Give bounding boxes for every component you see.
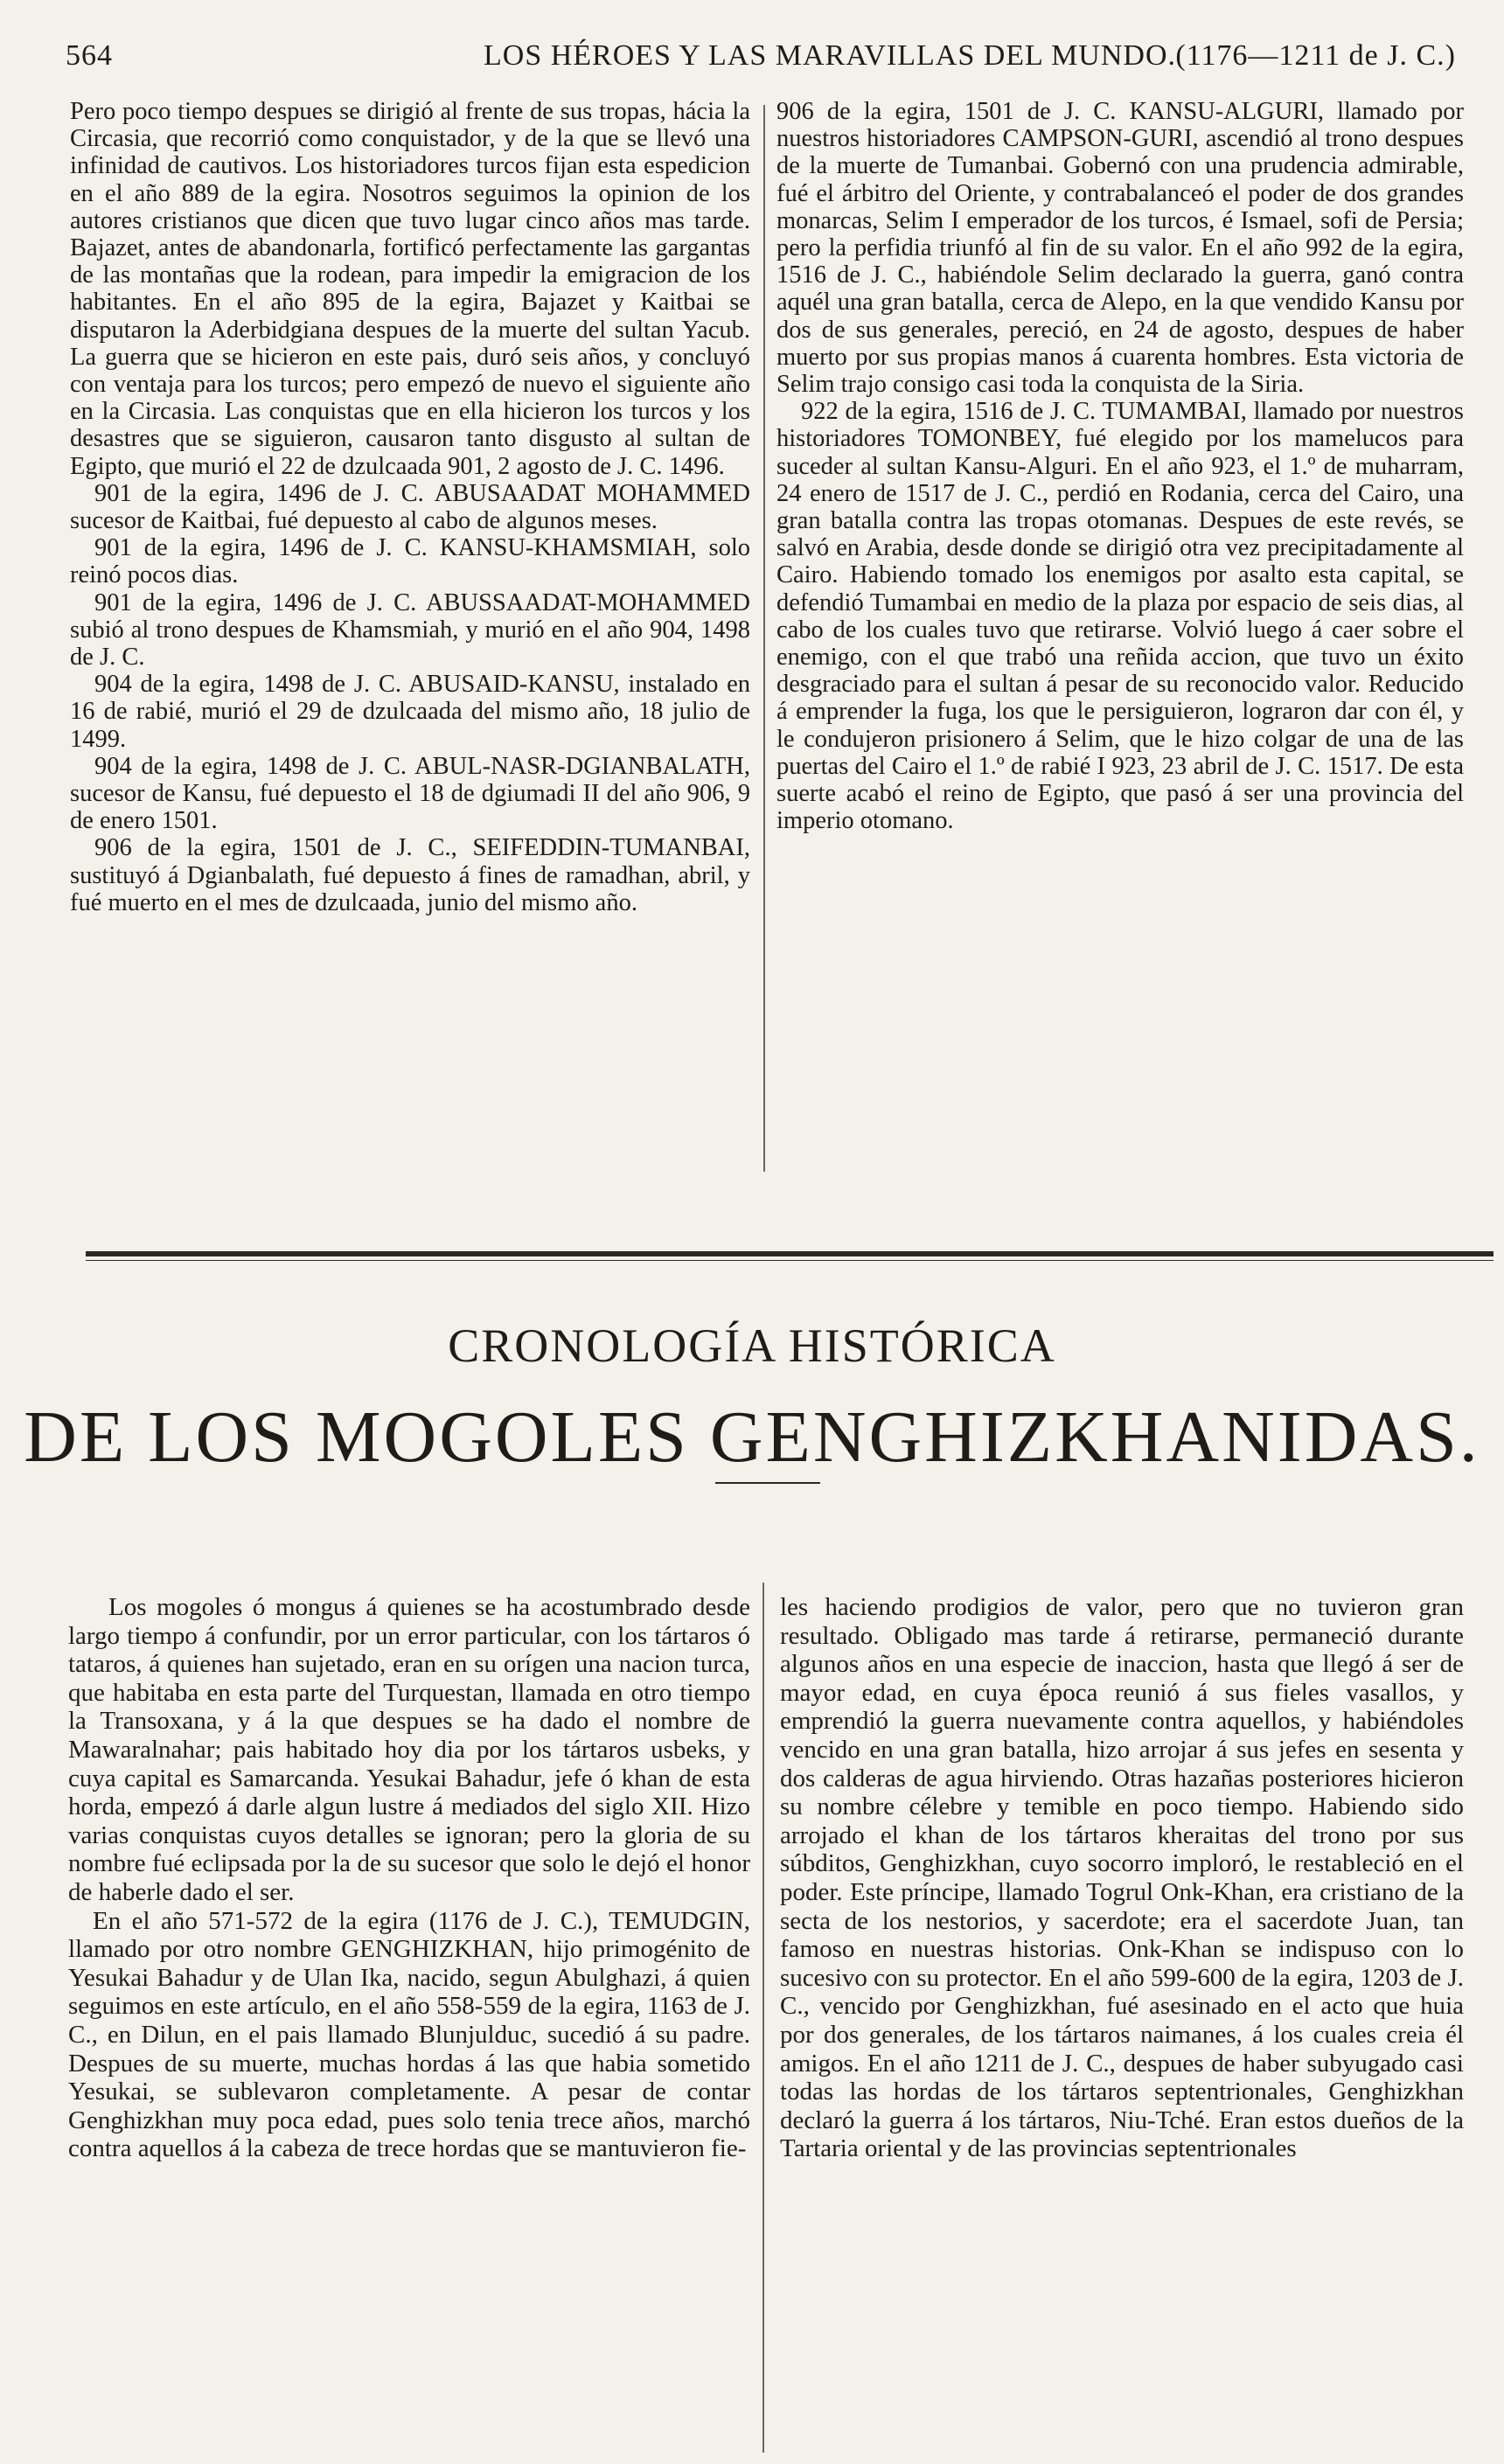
section-title-line1: CRONOLOGÍA HISTÓRICA xyxy=(448,1319,1056,1372)
section-title-line2: DE LOS MOGOLES GENGHIZKHANIDAS. xyxy=(24,1396,1480,1478)
paragraph: 922 de la egira, 1516 de J. C. TUMAMBAI, llamado por nuestros historiadores TOMONBEY, fué elegido por los mamelucos para suceder al sultan Kansu-Alguri. En el año 923, el 1.º de muharram, 24 enero de 1517 de J. C., perdió en Rodania, cerca del Cairo, una gran batalla contra las tropas otomanas. Despues de este revés, se salvó en Arabia, desde donde se dirigió otra vez precipitadamente al Cairo. Habiendo tomado los enemigos por asalto esta capital, se defendió Tumambai en medio de la plaza por espacio de seis dias, al cabo de los cuales tuvo que retirarse. Volvió luego á caer sobre el enemigo, con el que trabó una reñida accion, que tuvo un éxito desgraciado para el sultan á pesar de su reconocido valor. Reducido á emprender la fuga, los que le persiguieron, lograron dar con él, y le condujeron prisionero á Selim, que le hizo colgar de una de las puertas del Cairo el 1.º de rabié I 923, 23 abril de J. C. 1517. De esta suerte acabó el reino de Egipto, que pasó á ser una provincia del imperio otomano. xyxy=(776,398,1464,835)
paragraph: 904 de la egira, 1498 de J. C. ABUSAID-KANSU, instalado en 16 de rabié, murió el 29 de dzulcaada del mismo año, 18 julio de 1499. xyxy=(70,671,750,753)
bottom-right-column xyxy=(780,1593,1464,2163)
title-rule xyxy=(715,1482,820,1484)
paragraph: 904 de la egira, 1498 de J. C. ABUL-NASR-DGIANBALATH, sucesor de Kansu, fué depuesto el 18 de dgiumadi II del año 906, 9 de enero 1501. xyxy=(70,752,750,835)
paragraph: Los mogoles ó mongus á quienes se ha acostumbrado desde largo tiempo á confundir, por un error particular, con los tártaros ó tataros, á quienes han sujetado, eran en su orígen una nacion turca, que habitaba en esta parte del Turquestan, llamada en otro tiempo la Transoxana, y á la que despues se ha dado el nombre de Mawaralnahar; pais habitado hoy dia por los tártaros usbeks, y cuya capital es Samarcanda. Yesukai Bahadur, jefe ó khan de esta horda, empezó á darle algun lustre á mediados del siglo XII. Hizo varias conquistas cuyos detalles se ignoran; pero la gloria de su nombre fué eclipsada por la de su sucesor que solo le dejó el honor de haberle dado el ser. xyxy=(68,1593,750,1906)
paragraph: 906 de la egira, 1501 de J. C. KANSU-ALGURI, llamado por nuestros historiadores CAMPSON-GURI, ascendió al trono despues de la muerte de Tumanbai. Gobernó con una prudencia admirable, fué el árbitro del Oriente, y contrabalanceó el poder de dos grandes monarcas, Selim I emperador de los turcos, é Ismael, sofi de Persia; pero la perfidia triunfó al fin de su valor. En el año 992 de la egira, 1516 de J. C., habiéndole Selim declarado la guerra, ganó contra aquél una gran batalla, cerca de Alepo, en la que vendido Kansu por dos de sus generales, pereció, en 24 de agosto, despues de haber muerto por sus propias manos á cuarenta hombres. Esta victoria de Selim trajo consigo casi toda la conquista de la Siria. xyxy=(776,98,1464,399)
bottom-left-column xyxy=(68,1593,750,2163)
top-left-column xyxy=(70,98,750,916)
column-divider xyxy=(763,105,765,1172)
paragraph: 901 de la egira, 1496 de J. C. KANSU-KHAMSMIAH, solo reinó pocos dias. xyxy=(70,534,750,589)
running-head xyxy=(66,39,1456,83)
paragraph: 901 de la egira, 1496 de J. C. ABUSAADAT MOHAMMED sucesor de Kaitbai, fué depuesto al cabo de algunos meses. xyxy=(70,479,750,535)
paragraph: Pero poco tiempo despues se dirigió al frente de sus tropas, hácia la Circasia, que recorrió como conquistador, y de la que se llevó una infinidad de cautivos. Los historiadores turcos fijan esta espedicion en el año 889 de la egira. Nosotros seguimos la opinion de los autores cristianos que dicen que tuvo lugar cinco años mas tarde. Bajazet, antes de abandonarla, fortificó perfectamente las gargantas de las montañas que la rodean, para impedir la emigracion de los habitantes. En el año 895 de la egira, Bajazet y Kaitbai se disputaron la Aderbidgiana despues de la muerte del sultan Yacub. La guerra que se hicieron en este pais, duró seis años, y concluyó con ventaja para los turcos; pero empezó de nuevo el siguiente año en la Circasia. Las conquistas que en ella hicieron los turcos y los desastres que se siguieron, causaron tanto disgusto al sultan de Egipto, que murió el 22 de dzulcaada 901, 2 agosto de J. C. 1496. xyxy=(70,98,750,480)
page-number: 564 xyxy=(66,39,113,72)
paragraph: 901 de la egira, 1496 de J. C. ABUSSAADAT-MOHAMMED subió al trono despues de Khamsmiah, y murió en el año 904, 1498 de J. C. xyxy=(70,588,750,672)
column-divider xyxy=(762,1583,764,2453)
top-right-column xyxy=(776,98,1464,834)
section-divider-thin xyxy=(86,1260,1494,1261)
section-divider xyxy=(86,1251,1494,1256)
date-range: (1176—1211 de J. C.) xyxy=(1175,39,1456,72)
paragraph: 906 de la egira, 1501 de J. C., SEIFEDDIN-TUMANBAI, sustituyó á Dgianbalath, fué depuesto á fines de ramadhan, abril, y fué muerto en el mes de dzulcaada, junio del mismo año. xyxy=(70,834,750,916)
running-title: LOS HÉROES Y LAS MARAVILLAS DEL MUNDO. xyxy=(484,39,1177,72)
paragraph: les haciendo prodigios de valor, pero que no tuvieron gran resultado. Obligado mas tarde á retirarse, permaneció durante algunos años en una especie de inaccion, hasta que llegó á ser de mayor edad, en cuya época reunió á sus fieles vasallos, y emprendió la guerra nuevamente contra aquellos, y habiéndoles vencido en una gran batalla, hizo arrojar á sus jefes en sesenta y dos calderas de agua hirviendo. Otras hazañas posteriores hicieron su nombre célebre y temible en poco tiempo. Habiendo sido arrojado el khan de los tártaros kheraitas del trono por sus súbditos, Genghizkhan, cuyo socorro imploró, le restableció en el poder. Este príncipe, llamado Togrul Onk-Khan, era cristiano de la secta de los nestorios, y sacerdote; era el sacerdote Juan, tan famoso en nuestras historias. Onk-Khan se indispuso con lo sucesivo con su protector. En el año 599-600 de la egira, 1203 de J. C., vencido por Genghizkhan, fué asesinado en el acto que huia por dos generales, de los tártaros naimanes, á los cuales creia él amigos. En el año 1211 de J. C., despues de haber subyugado casi todas las hordas de los tártaros septentrionales, Genghizkhan declaró la guerra á los tártaros, Niu-Tché. Eran estos dueños de la Tartaria oriental y de las provincias septentrionales xyxy=(780,1593,1464,2163)
paragraph: En el año 571-572 de la egira (1176 de J. C.), TEMUDGIN, llamado por otro nombre GENGHIZKHAN, hijo primogénito de Yesukai Bahadur y de Ulan Ika, nacido, segun Abulghazi, á quien seguimos en este artículo, en el año 558-559 de la egira, 1163 de J. C., en Dilun, en el pais llamado Blunjulduc, sucedió á su padre. Despues de su muerte, muchas hordas á las que habia sometido Yesukai, se sublevaron completamente. A pesar de contar Genghizkhan muy poca edad, pues solo tenia trece años, marchó contra aquellos á la cabeza de trece hordas que se mantuvieron fie- xyxy=(68,1906,750,2163)
